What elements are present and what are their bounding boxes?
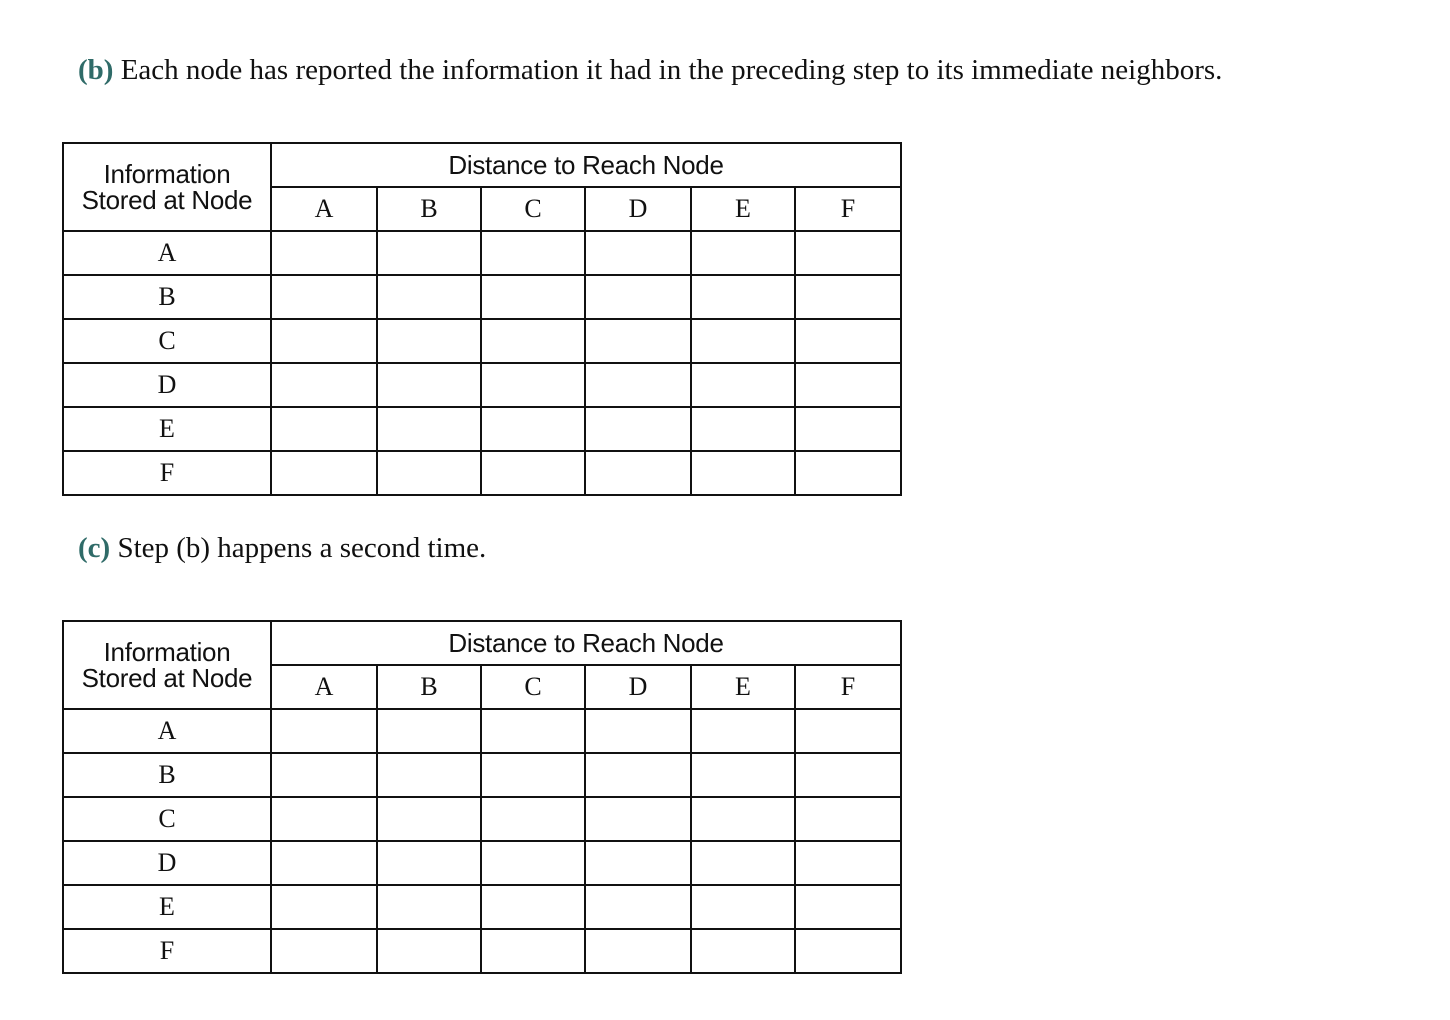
table-cell	[377, 929, 481, 973]
table-cell	[795, 709, 901, 753]
distance-table-b	[62, 142, 902, 496]
table-cell	[271, 929, 377, 973]
table-cell	[377, 231, 481, 275]
distance-span-header: Distance to Reach Node	[271, 621, 901, 665]
table-cell	[585, 275, 691, 319]
table-cell	[377, 841, 481, 885]
section-b-tag: (b)	[78, 54, 114, 86]
section-c-heading	[78, 534, 486, 563]
table-cell	[377, 319, 481, 363]
column-header-c: C	[481, 665, 585, 709]
table-cell	[481, 319, 585, 363]
table-cell	[585, 319, 691, 363]
table-cell	[795, 929, 901, 973]
column-header-c: C	[481, 187, 585, 231]
table-cell	[691, 319, 795, 363]
column-header-f: F	[795, 665, 901, 709]
table-cell	[585, 885, 691, 929]
table-row	[63, 231, 901, 275]
column-header-b: B	[377, 187, 481, 231]
column-header-e: E	[691, 187, 795, 231]
table-cell	[481, 885, 585, 929]
table-cell	[377, 797, 481, 841]
table-cell	[481, 363, 585, 407]
table-cell	[377, 407, 481, 451]
table-cell	[585, 929, 691, 973]
table-cell	[481, 275, 585, 319]
corner-header-line1: Information	[103, 637, 231, 667]
table-cell	[691, 885, 795, 929]
table-cell	[271, 231, 377, 275]
section-c-text: Step (b) happens a second time.	[110, 532, 487, 564]
table-cell	[795, 275, 901, 319]
table-row	[63, 929, 901, 973]
table-cell	[795, 451, 901, 495]
table-cell	[271, 753, 377, 797]
table-row	[63, 841, 901, 885]
corner-header	[63, 143, 271, 231]
column-header-d: D	[585, 665, 691, 709]
row-header-b: B	[63, 275, 271, 319]
table-cell	[377, 275, 481, 319]
corner-header-line2: Stored at Node	[81, 185, 253, 215]
table-cell	[691, 753, 795, 797]
row-header-f: F	[63, 451, 271, 495]
table-row	[63, 797, 901, 841]
table-cell	[691, 407, 795, 451]
table-cell	[271, 275, 377, 319]
table-cell	[691, 709, 795, 753]
table-cell	[795, 319, 901, 363]
table-cell	[585, 363, 691, 407]
table-row	[63, 275, 901, 319]
table-cell	[585, 753, 691, 797]
table-row	[63, 407, 901, 451]
table-cell	[377, 363, 481, 407]
column-header-e: E	[691, 665, 795, 709]
table-cell	[691, 797, 795, 841]
row-header-b: B	[63, 753, 271, 797]
table-cell	[271, 363, 377, 407]
table-cell	[481, 929, 585, 973]
table-cell	[377, 709, 481, 753]
table-cell	[271, 407, 377, 451]
table-cell	[481, 231, 585, 275]
table-cell	[481, 841, 585, 885]
table-row	[63, 319, 901, 363]
table-cell	[795, 231, 901, 275]
row-header-c: C	[63, 319, 271, 363]
table-cell	[795, 841, 901, 885]
distance-table-c	[62, 620, 902, 974]
corner-header-line1: Information	[103, 159, 231, 189]
section-c-tag: (c)	[78, 532, 111, 564]
row-header-d: D	[63, 841, 271, 885]
table-cell	[481, 753, 585, 797]
table-cell	[481, 451, 585, 495]
table-cell	[691, 841, 795, 885]
table-cell	[691, 451, 795, 495]
row-header-e: E	[63, 885, 271, 929]
table-cell	[585, 231, 691, 275]
distance-span-header: Distance to Reach Node	[271, 143, 901, 187]
table-row	[63, 451, 901, 495]
column-header-d: D	[585, 187, 691, 231]
table-cell	[795, 407, 901, 451]
table-cell	[691, 929, 795, 973]
table-cell	[377, 885, 481, 929]
row-header-a: A	[63, 709, 271, 753]
table-cell	[691, 275, 795, 319]
table-cell	[585, 407, 691, 451]
section-b-heading	[78, 56, 1222, 85]
table-cell	[481, 709, 585, 753]
table-cell	[377, 753, 481, 797]
row-header-f: F	[63, 929, 271, 973]
row-header-e: E	[63, 407, 271, 451]
table-cell	[795, 885, 901, 929]
table-cell	[271, 841, 377, 885]
row-header-c: C	[63, 797, 271, 841]
table-cell	[271, 451, 377, 495]
row-header-a: A	[63, 231, 271, 275]
column-header-a: A	[271, 665, 377, 709]
corner-header	[63, 621, 271, 709]
table-cell	[585, 841, 691, 885]
table-row	[63, 885, 901, 929]
table-cell	[271, 797, 377, 841]
table-row	[63, 363, 901, 407]
table-cell	[271, 319, 377, 363]
table-cell	[585, 451, 691, 495]
table-cell	[481, 407, 585, 451]
table-cell	[271, 709, 377, 753]
table-cell	[795, 753, 901, 797]
column-header-f: F	[795, 187, 901, 231]
table-cell	[481, 797, 585, 841]
column-header-a: A	[271, 187, 377, 231]
row-header-d: D	[63, 363, 271, 407]
table-cell	[585, 797, 691, 841]
table-cell	[585, 709, 691, 753]
column-header-b: B	[377, 665, 481, 709]
table-row	[63, 753, 901, 797]
table-cell	[377, 451, 481, 495]
table-row	[63, 709, 901, 753]
table-cell	[691, 231, 795, 275]
table-cell	[271, 885, 377, 929]
table-cell	[795, 797, 901, 841]
table-cell	[691, 363, 795, 407]
section-b-text: Each node has reported the information it had in the preceding step to its immediate neighbors.	[113, 54, 1223, 86]
table-cell	[795, 363, 901, 407]
corner-header-line2: Stored at Node	[81, 663, 253, 693]
